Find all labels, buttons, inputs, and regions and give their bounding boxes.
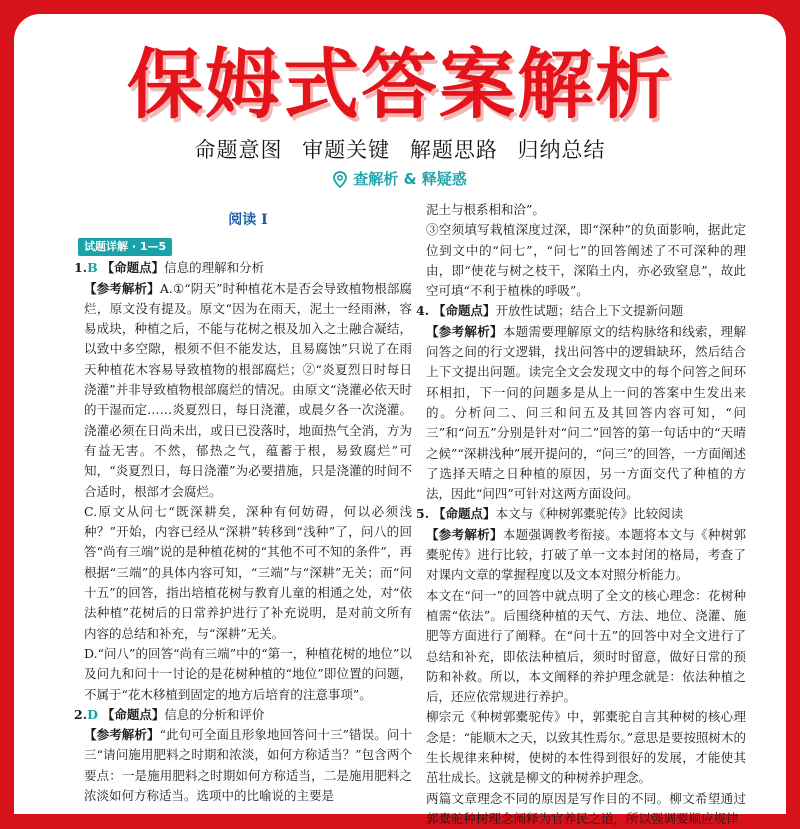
paragraph: D.“问八”的回答“尚有三端”中的“第一，种植花树的地位”以及问九和问十一讨论的是花树种植的“地位”即位置的问题，不属于“花木移植到固定的地方后培育的注意事项”。 — [84, 645, 412, 702]
question-1-analysis — [84, 279, 412, 502]
tag-label: 【参考解析】 — [84, 727, 160, 743]
answer-letter: B — [87, 260, 98, 276]
paragraph: C.原文从问七“既深耕矣，深种有何妨碍，何以必须浅种？”开始，内容已经从“深耕”转移到“浅种”了，问八的回答“尚有三端”说的是种植花树的“其他不可不知的条件”，再根据“三端”的具体内容可知，“三端”与“深耕”无关；而“问十五”的回答，指出培植花树与教育儿童的相通之处，对“依法种植”花树后的日常养护进行了补充说明，是对前文所有内容的总结和补充，与“深耕”无关。 — [84, 503, 412, 641]
tag-label: 【命题点】 — [101, 706, 165, 722]
question-5-header: 5. 【命题点】本文与《种树郭橐驼传》比较阅读 — [416, 506, 684, 522]
question-4-analysis — [426, 322, 746, 505]
point-text: 开放性试题；结合上下文提新问题 — [495, 303, 684, 319]
tag-label: 【命题点】 — [433, 303, 496, 319]
badge-label: 查解析 & 释疑惑 — [353, 170, 467, 188]
paragraph: 本题强调教考衔接。本题将本文与《种树郭橐驼传》进行比较，打破了单一文本封闭的格局，考查了对课内文章的掌握程度以及文本对照分析能力。 — [426, 526, 746, 583]
paragraph: 本文在“问一”的回答中就点明了全文的核心理念：花树种植需“依法”。后围绕种植的天气、方法、地位、浇灌、施肥等方面进行了阐释。在“问十五”的回答中对全文进行了总结和补充，即依法种植后，须时时留意，做好日常的预防和补救。所以，本文阐释的养护理念就是：依法种植之后，还应依常规进行养护。 — [426, 587, 746, 705]
location-pin-icon — [333, 171, 347, 188]
paragraph: 柳宗元《种树郭橐驼传》中，郭橐驼自言其种树的核心理念是：“能顺木之天，以致其性焉尔。”意思是要按照树木的生长规律来种树，使树的本性得到很好的发展，才能使其茁壮成长。这就是柳文的种树养护理念。 — [426, 709, 746, 786]
tag-label: 【参考解析】 — [426, 323, 503, 339]
paragraph: 泥土与根系相和洽”。 — [426, 202, 545, 217]
paragraph: 两篇文章理念不同的原因是写作目的不同。柳文希望通过郭橐驼种树理念阐释为官养民之道，所以强调要顺应规律 — [426, 790, 746, 826]
question-2-header: 2.D 【命题点】信息的分析和评价 — [74, 706, 265, 722]
section-title: 阅读 I — [228, 212, 268, 228]
answer-letter: D — [87, 706, 98, 722]
left-column — [74, 200, 412, 806]
right-column — [416, 200, 746, 829]
page-title: 保姆式答案解析 — [127, 40, 673, 129]
page-subtitle: 命题意图 审题关键 解题思路 归纳总结 — [194, 138, 606, 162]
feature-badge — [0, 168, 800, 189]
tag-label: 【命题点】 — [101, 260, 165, 276]
point-text: 信息的分析和评价 — [164, 706, 265, 722]
tag-label: 【参考解析】 — [84, 280, 160, 296]
tag-label: 【命题点】 — [433, 506, 496, 522]
question-5-analysis — [426, 525, 746, 586]
point-text: 本文与《种树郭橐驼传》比较阅读 — [495, 506, 684, 522]
section-chip: 试题详解 · 1—5 — [78, 238, 172, 256]
paragraph: ③空须填写栽植深度过深，即“深种”的负面影响，据此定位到文中的“问七”，“问七”的回答阐述了不可深种的理由，即“使花与树之枝干，深陷土内，亦必致窒息”，故此空可填“不利于植株的呼吸”。 — [426, 222, 746, 299]
paragraph: “此句可全面且形象地回答问十三”错误。问十三“请问施用肥料之时期和浓淡，如何方称适当？”包含两个要点：一是施用肥料之时期如何方称适当，二是施用肥料之浓淡如何方称适当。选项中的比喻说的主要是 — [84, 727, 412, 804]
paragraph: A.①“阴天”时种植花木是否会导致植物根部腐烂，原文没有提及。原文“因为在雨天，泥土一经雨淋，容易成块，种植之后，不能与花树之根及加入之土融合凝结，以致中多空隙，根须不但不能发达，且易腐蚀”只说了在雨天种植花木容易导致植物的根部腐烂；②“炎夏烈日时每日浇灌”并非导致植物根部腐烂的情况。由原文“浇灌必依天时的干湿而定……炎夏烈日，每日浇灌，或晨夕各一次浇灌。浇灌必须在日尚未出，或日已没落时，地面热气全消，方为有益无害。不然，郁热之气，蕴蓄于根，易致腐烂”可知，“炎夏烈日，每日浇灌”为必要措施，只是浇灌的时间不合适时，根部才会腐烂。 — [84, 280, 412, 499]
question-1-header: 1.B 【命题点】信息的理解和分析 — [74, 260, 265, 276]
point-text: 信息的理解和分析 — [164, 260, 265, 276]
tag-label: 【参考解析】 — [426, 526, 503, 542]
question-4-header: 4. 【命题点】开放性试题；结合上下文提新问题 — [416, 303, 684, 319]
paragraph: 本题需要理解原文的结构脉络和线索，理解问答之间的行文逻辑，找出问答中的逻辑缺环，然后结合上下文提出问题。读完全文会发现文中的每个问答之间环环相扣，下一问的问题多是从上一问的答案中生发出来的。分析问二、问三和问五及其回答内容可知，“问三”和“问五”分别是针对“问二”回答的第一句话中的“天晴之候”“深耕浅种”展开提问的，“问三”的回答，一方面阐述了选择天晴之日种植的原因，另一方面交代了种植的方法，因此“问四”可针对这两方面设问。 — [426, 323, 746, 502]
question-2-analysis — [84, 725, 412, 806]
